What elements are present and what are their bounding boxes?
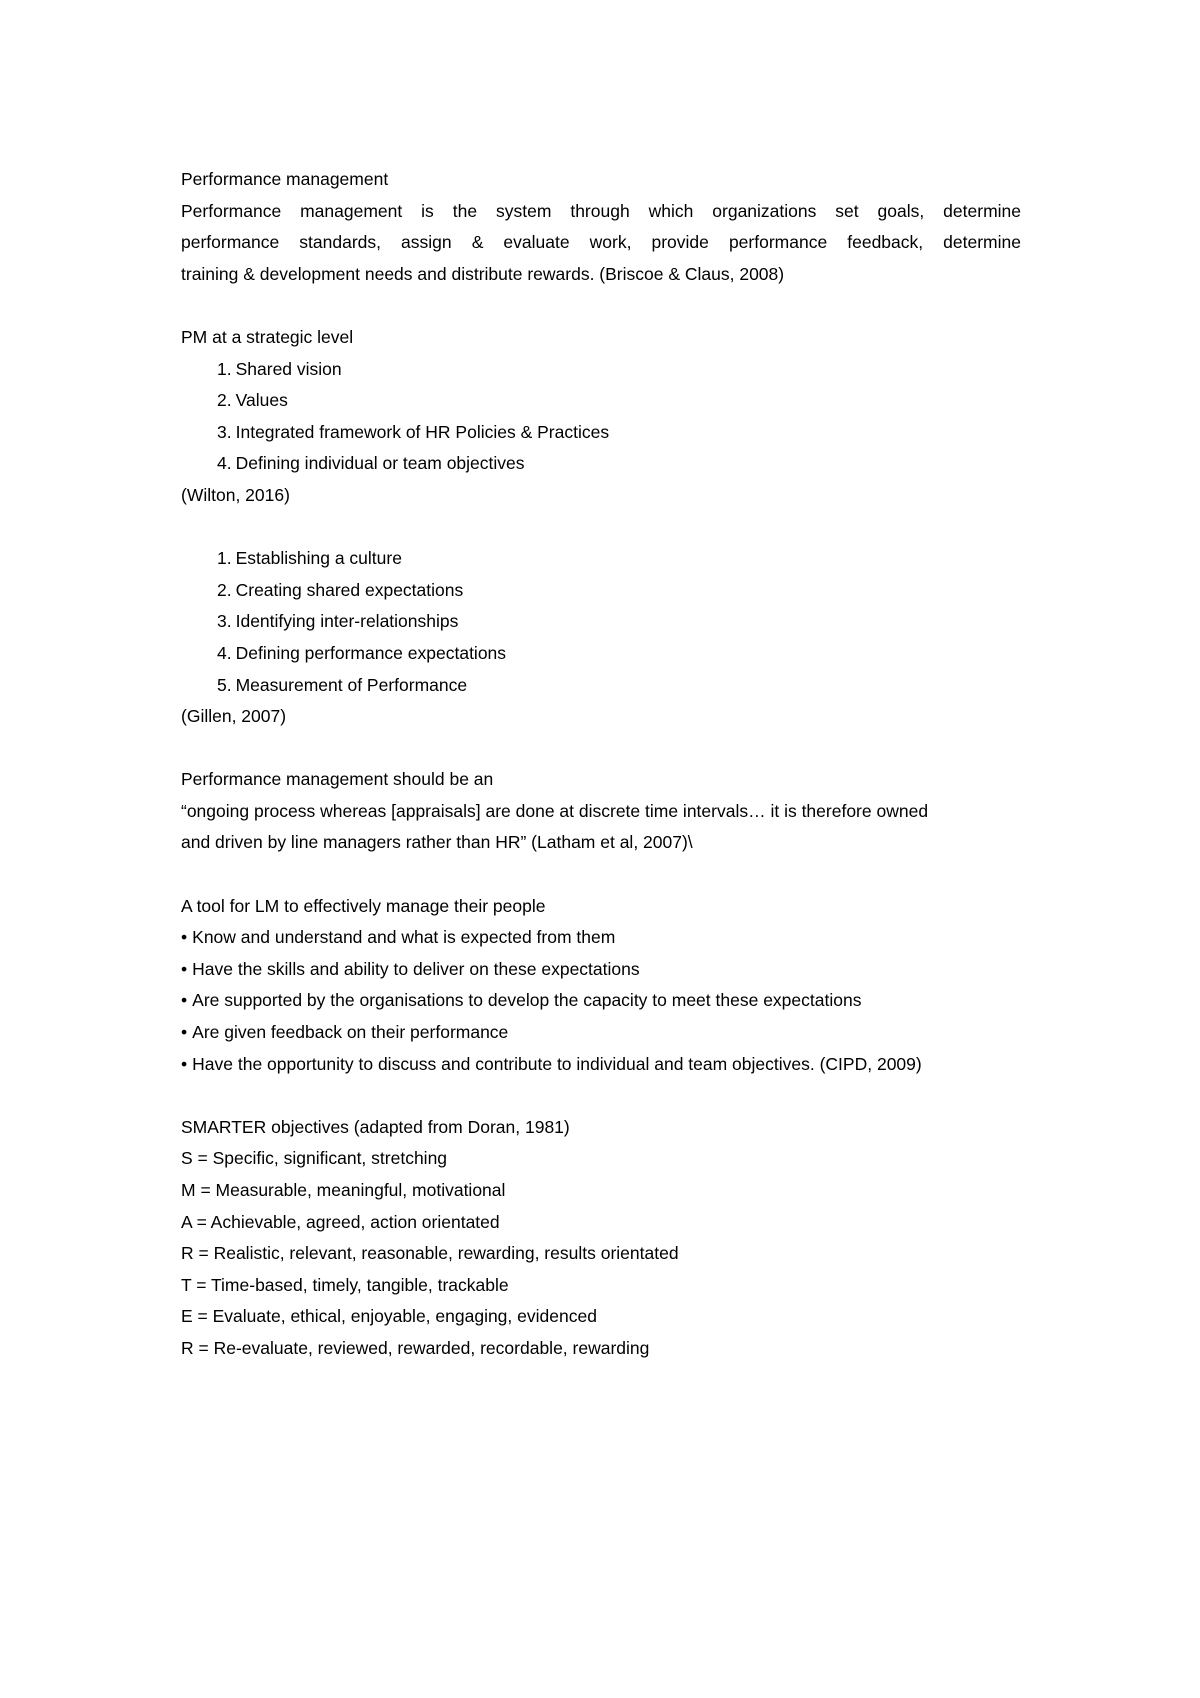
list-item-text: Creating shared expectations xyxy=(235,579,464,600)
list-item xyxy=(181,670,1021,702)
ongoing-line: Performance management should be an xyxy=(181,769,494,790)
ongoing-line: and driven by line managers rather than HR” (Latham et al, 2007)\ xyxy=(181,832,693,853)
list-item-text: Defining performance expectations xyxy=(235,642,507,663)
bullet-icon: • xyxy=(181,927,188,948)
smarter-line: R = Realistic, relevant, reasonable, rewarding, results orientated xyxy=(181,1243,679,1264)
bullet-text: Know and understand and what is expected from them xyxy=(192,927,616,948)
list-number: 3. xyxy=(217,611,232,632)
bullet-text: Have the opportunity to discuss and contribute to individual and team objectives. (CIPD, 2009) xyxy=(192,1053,922,1074)
strategic-heading: PM at a strategic level xyxy=(181,326,354,347)
document-body xyxy=(181,164,1021,1365)
paragraph-gap xyxy=(181,512,1021,544)
list-number: 1. xyxy=(217,358,232,379)
definition-line: performance standards, assign & evaluate work, provide performance feedback, determine xyxy=(181,232,1021,253)
tool-heading: A tool for LM to effectively manage their people xyxy=(181,895,546,916)
smarter-line: R = Re-evaluate, reviewed, rewarded, recordable, rewarding xyxy=(181,1337,650,1358)
bullet-item xyxy=(181,954,1021,986)
paragraph-gap xyxy=(181,733,1021,765)
paragraph-gap xyxy=(181,1080,1021,1112)
list-number: 2. xyxy=(217,390,232,411)
smarter-line: T = Time-based, timely, tangible, trackable xyxy=(181,1274,509,1295)
list-item-text: Shared vision xyxy=(235,358,342,379)
citation: (Wilton, 2016) xyxy=(181,484,290,505)
list-item-text: Identifying inter-relationships xyxy=(235,611,459,632)
bullet-icon: • xyxy=(181,1022,188,1043)
smarter-line: A = Achievable, agreed, action orientated xyxy=(181,1211,500,1232)
paragraph-gap xyxy=(181,859,1021,891)
smarter-line: M = Measurable, meaningful, motivational xyxy=(181,1180,506,1200)
list-number: 2. xyxy=(217,579,232,600)
list-number: 4. xyxy=(217,453,232,474)
list-item-text: Values xyxy=(235,390,288,411)
bullet-item xyxy=(181,922,1021,954)
bullet-text: Are given feedback on their performance xyxy=(192,1022,509,1043)
list-number: 3. xyxy=(217,421,232,442)
definition-line: Performance management is the system through which organizations set goals, determine xyxy=(181,200,1021,221)
list-item xyxy=(181,638,1021,670)
list-item xyxy=(181,354,1021,386)
list-number: 5. xyxy=(217,674,232,695)
bullet-icon: • xyxy=(181,958,188,979)
list-item xyxy=(181,417,1021,449)
list-item xyxy=(181,606,1021,638)
bullet-icon: • xyxy=(181,1053,188,1074)
list-item-text: Measurement of Performance xyxy=(235,674,468,695)
list-item-text: Integrated framework of HR Policies & Practices xyxy=(235,421,610,442)
paragraph-gap xyxy=(181,290,1021,322)
ongoing-line: “ongoing process whereas [appraisals] are done at discrete time intervals… it is therefore owned xyxy=(181,800,929,821)
bullet-text: Have the skills and ability to deliver on these expectations xyxy=(192,958,640,979)
list-item xyxy=(181,543,1021,575)
smarter-line: E = Evaluate, ethical, enjoyable, engaging, evidenced xyxy=(181,1306,597,1327)
list-item-text: Defining individual or team objectives xyxy=(235,453,525,474)
smarter-line: S = Specific, significant, stretching xyxy=(181,1148,448,1169)
bullet-text: Are supported by the organisations to develop the capacity to meet these expectations xyxy=(192,990,862,1011)
document-title: Performance management xyxy=(181,169,389,189)
list-item xyxy=(181,575,1021,607)
bullet-item xyxy=(181,1049,1021,1081)
definition-line: training & development needs and distribute rewards. (Briscoe & Claus, 2008) xyxy=(181,263,785,284)
list-item xyxy=(181,385,1021,417)
list-item xyxy=(181,448,1021,480)
bullet-item xyxy=(181,1017,1021,1049)
list-number: 4. xyxy=(217,642,232,663)
citation: (Gillen, 2007) xyxy=(181,706,287,727)
smarter-heading: SMARTER objectives (adapted from Doran, 1981) xyxy=(181,1116,570,1137)
bullet-item xyxy=(181,985,1021,1017)
list-item-text: Establishing a culture xyxy=(235,548,402,569)
bullet-icon: • xyxy=(181,990,188,1011)
list-number: 1. xyxy=(217,548,232,569)
